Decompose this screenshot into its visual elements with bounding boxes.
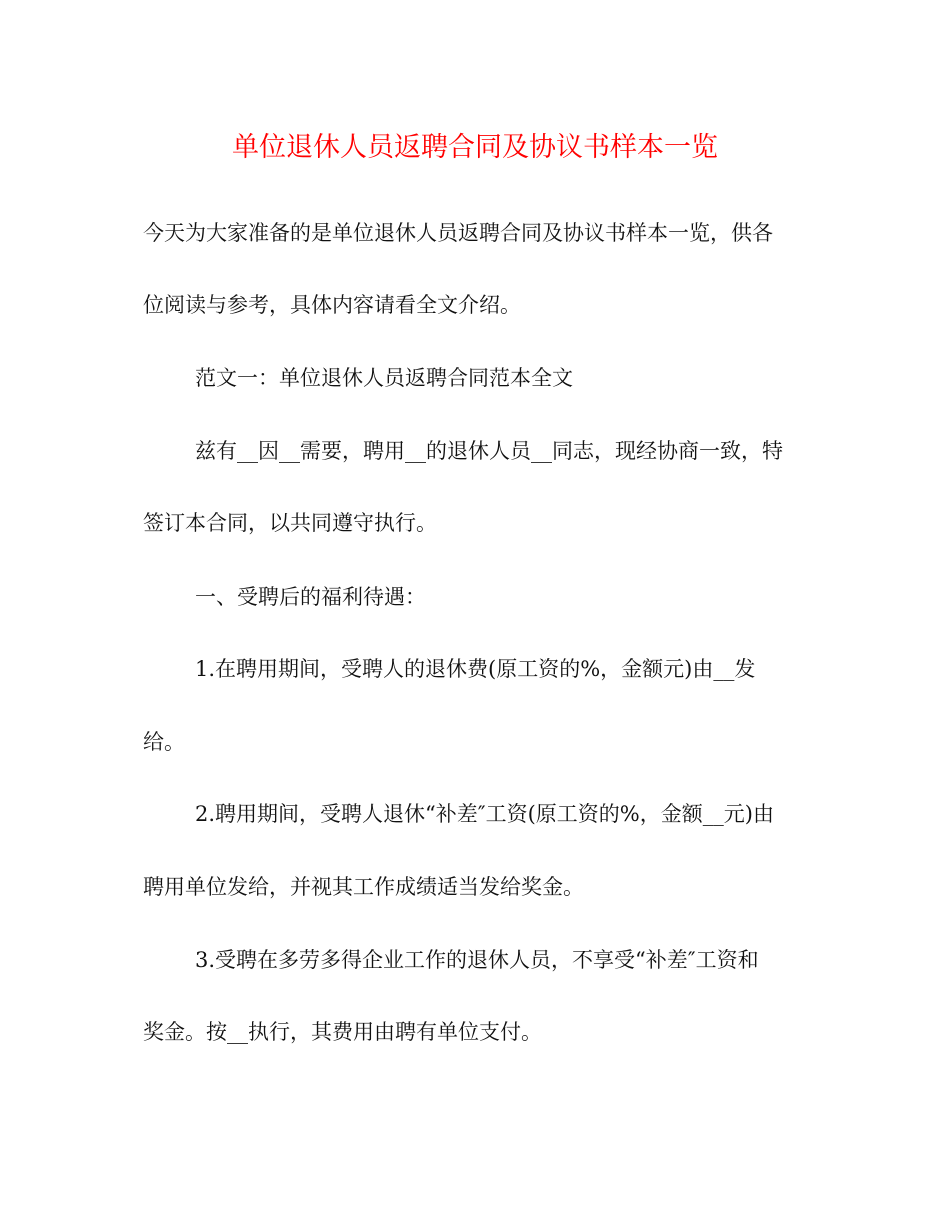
clause-item-2-line-1: 2.聘用期间，受聘人退休“补差″工资(原工资的%，金额__元)由 xyxy=(195,802,774,826)
section-heading-sample-1: 范文一：单位退休人员返聘合同范本全文 xyxy=(195,366,573,390)
clause-heading-benefits: 一、受聘后的福利待遇： xyxy=(195,585,426,609)
paragraph-line-intro-2: 位阅读与参考，具体内容请看全文介绍。 xyxy=(143,293,521,317)
paragraph-line-intro-1: 今天为大家准备的是单位退休人员返聘合同及协议书样本一览，供各 xyxy=(143,221,773,245)
clause-item-2-line-2: 聘用单位发给，并视其工作成绩适当发给奖金。 xyxy=(143,875,584,899)
paragraph-line-preamble-2: 签订本合同，以共同遵守执行。 xyxy=(143,511,437,535)
clause-item-1-line-2: 给。 xyxy=(143,730,185,754)
clause-item-3-line-1: 3.受聘在多劳多得企业工作的退休人员，不享受“补差″工资和 xyxy=(195,948,759,972)
document-title: 单位退休人员返聘合同及协议书样本一览 xyxy=(232,132,718,163)
paragraph-line-preamble-1: 兹有__因__需要，聘用__的退休人员__同志，现经协商一致，特 xyxy=(195,439,783,463)
clause-item-3-line-2: 奖金。按__执行，其费用由聘有单位支付。 xyxy=(143,1020,542,1044)
clause-item-1-line-1: 1.在聘用期间，受聘人的退休费(原工资的%，金额元)由__发 xyxy=(195,657,756,681)
